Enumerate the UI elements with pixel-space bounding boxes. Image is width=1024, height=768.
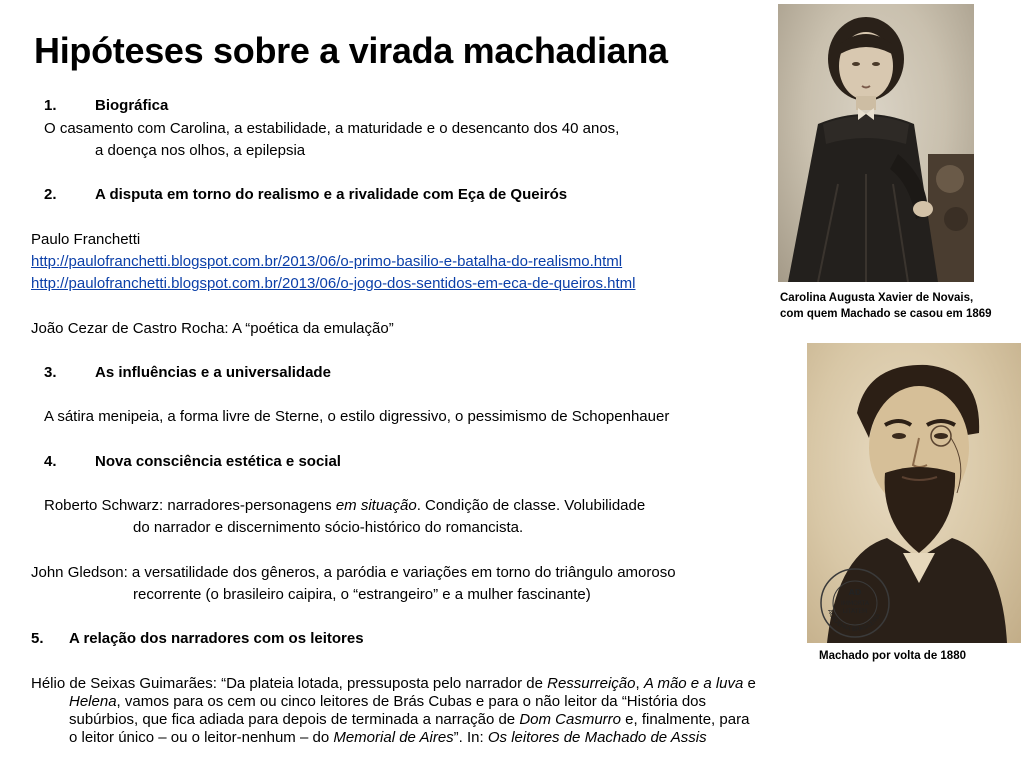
guimaraes-l1-i1: Ressurreição [547, 675, 636, 692]
section-5-title: A relação dos narradores com os leitores [69, 630, 364, 647]
guimaraes-l2-a: , vamos para os cem ou cinco leitores de Brás Cubas e para o não leitor da “História dos [116, 693, 707, 710]
guimaraes-line1 [31, 675, 756, 693]
guimaraes-l1-c: e [743, 675, 756, 692]
guimaraes-line2 [69, 693, 706, 711]
carolina-portrait-illustration [778, 4, 974, 282]
section-3-text: A sátira menipeia, a forma livre de Sterne, o estilo digressivo, o pessimismo de Schopenhauer [44, 408, 670, 425]
slide-title: Hipóteses sobre a virada machadiana [34, 30, 668, 71]
guimaraes-l3-i: Dom Casmurro [519, 711, 621, 728]
guimaraes-l4-a: o leitor único – ou o leitor-nenhum – do [69, 729, 334, 746]
section-2-heading [44, 186, 567, 204]
rocha-text: João Cezar de Castro Rocha: A “poética da emulação” [31, 320, 394, 337]
section-1-number: 1. [44, 97, 57, 114]
section-4-heading [44, 453, 341, 471]
schwarz-line1 [44, 497, 645, 515]
section-3-heading [44, 364, 331, 382]
guimaraes-l3-a: subúrbios, que fica adiada para depois de terminada a narração de [69, 711, 520, 728]
carolina-caption-line2: com quem Machado se casou em 1869 [780, 308, 992, 320]
section-4-number: 4. [44, 453, 57, 470]
section-1-text-line1: O casamento com Carolina, a estabilidade, a maturidade e o desencanto dos 40 anos, [44, 120, 620, 137]
schwarz-text-b: . Condição de classe. Volubilidade [416, 497, 646, 514]
stamp-text-top: AD [848, 588, 862, 597]
section-5-number: 5. [31, 630, 44, 647]
franchetti-link-2[interactable]: http://paulofranchetti.blogspot.com.br/2013/06/o-jogo-dos-sentidos-em-eca-de-queiros.html [31, 275, 636, 292]
carolina-caption-line1: Carolina Augusta Xavier de Novais, [780, 292, 974, 304]
schwarz-text-a: Roberto Schwarz: narradores-personagens [44, 497, 336, 514]
guimaraes-line4 [69, 729, 707, 747]
guimaraes-line3 [69, 711, 749, 729]
section-2-title: A disputa em torno do realismo e a rivalidade com Eça de Queirós [95, 186, 568, 203]
machado-portrait-photo [807, 343, 1021, 643]
schwarz-text-em: em situação [335, 497, 417, 514]
section-1-text-line2: a doença nos olhos, a epilepsia [95, 142, 306, 159]
guimaraes-l3-b: e, finalmente, para [621, 711, 750, 728]
machado-caption: Machado por volta de 1880 [819, 650, 966, 662]
stamp-ring-path: ACADEMIA BRASILEIRA [825, 608, 883, 634]
franchetti-author: Paulo Franchetti [31, 231, 141, 248]
section-2-number: 2. [44, 186, 57, 203]
schwarz-line2: do narrador e discernimento sócio-histórico do romancista. [133, 519, 524, 536]
guimaraes-l4-i: Memorial de Aires [333, 729, 454, 746]
carolina-portrait-photo [778, 4, 974, 282]
section-1-heading [44, 97, 168, 115]
section-3-title: As influências e a universalidade [95, 364, 331, 381]
guimaraes-l4-b: ”. In: [453, 729, 488, 746]
gledson-line2: recorrente (o brasileiro caipira, o “estrangeiro” e a mulher fascinante) [133, 586, 591, 603]
guimaraes-l1-a: Hélio de Seixas Guimarães: “Da plateia lotada, pressuposta pelo narrador de [31, 675, 548, 692]
guimaraes-l1-i2: A mão e a luva [643, 675, 744, 692]
stamp-text-mid2: LITATEM [842, 608, 868, 615]
guimaraes-l4-i2: Os leitores de Machado de Assis [487, 729, 707, 746]
guimaraes-l2-i: Helena [69, 693, 117, 710]
franchetti-link-1[interactable]: http://paulofranchetti.blogspot.com.br/2013/06/o-primo-basilio-e-batalha-do-realismo.html [31, 253, 623, 270]
gledson-line1: John Gledson: a versatilidade dos gêneros, a paródia e variações em torno do triângulo amoroso [31, 564, 676, 581]
section-4-title: Nova consciência estética e social [95, 453, 341, 470]
stamp-text-mid1: IMMORTA [841, 600, 869, 607]
academia-stamp-icon [817, 565, 893, 641]
guimaraes-l1-b: , [635, 675, 644, 692]
section-5-heading [31, 630, 364, 648]
section-3-number: 3. [44, 364, 57, 381]
section-1-title: Biográfica [95, 97, 169, 114]
